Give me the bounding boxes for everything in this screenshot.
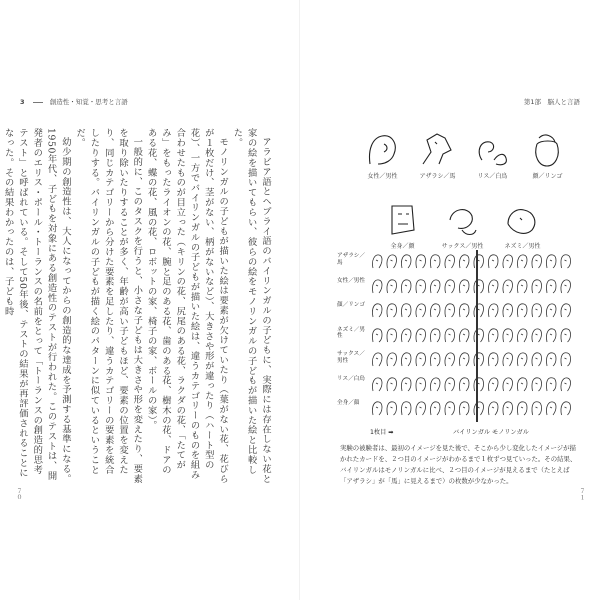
sketch-glyph <box>459 328 469 341</box>
left-header-title: 創造性・知覚・思考と言語 <box>49 98 128 106</box>
sketch-glyph <box>416 279 426 292</box>
sketch-glyph <box>445 255 455 268</box>
sketch-glyph <box>372 279 382 292</box>
sketch-glyph <box>532 402 542 415</box>
sketch-glyph <box>459 255 469 268</box>
sketch-glyph <box>445 279 455 292</box>
sketch-glyph <box>372 402 382 415</box>
bilingual-monolingual-divider <box>476 250 478 422</box>
axis-label-first: 1枚目 ➡ <box>370 429 394 436</box>
sketch-glyph <box>561 279 571 292</box>
sketch-glyph <box>488 353 498 366</box>
sketch-glyph <box>517 377 527 390</box>
sketch-glyph <box>546 279 556 292</box>
row-label: アザラシ／馬 <box>337 253 365 266</box>
sketch-glyph <box>546 402 556 415</box>
figure-label: リス／白鳥 <box>477 173 508 180</box>
transition-sketches <box>369 375 574 393</box>
sketch-glyph <box>561 304 571 317</box>
row-label: ネズミ／男性 <box>337 326 365 339</box>
sketch-glyph <box>488 328 498 341</box>
row-label: リス／白鳥 <box>337 375 365 382</box>
sketch-glyph <box>445 328 455 341</box>
transition-row <box>337 299 577 321</box>
transition-sketches <box>369 399 574 417</box>
transition-sketches <box>369 252 574 270</box>
sketch-glyph <box>488 402 498 415</box>
left-page-number: 3 <box>20 98 25 106</box>
sax-man-icon <box>442 200 484 240</box>
transition-sketches <box>369 326 574 344</box>
mouse-man-icon <box>502 200 544 240</box>
sketch-glyph <box>488 377 498 390</box>
sketch-glyph <box>459 304 469 317</box>
sketch-glyph <box>372 255 382 268</box>
sketch-glyph <box>546 377 556 390</box>
sketch-glyph <box>561 377 571 390</box>
sketch-glyph <box>372 328 382 341</box>
transition-sketches <box>369 277 574 295</box>
transition-row <box>337 250 577 272</box>
figure-cell <box>410 130 465 195</box>
sketch-glyph <box>401 255 411 268</box>
sketch-glyph <box>416 353 426 366</box>
sketch-glyph <box>488 255 498 268</box>
sketch-glyph <box>401 279 411 292</box>
paragraph: 一般的に、このタスクを行うと、小さな子どもは大きさや形を変えたり、要素を取り除いたりすることが多く、年齢が高い子どもほど、要素の位置を変えたり、同じカテゴリーから分けた要素を足したり、違うカテゴリーの要素を統合したりする。バイリンガルの子どもが描く絵のパターンに似ているということだ。 <box>74 128 143 484</box>
sketch-glyph <box>546 304 556 317</box>
figure-label: 顔／リンゴ <box>532 173 563 180</box>
sketch-glyph <box>546 255 556 268</box>
sketch-glyph <box>430 255 440 268</box>
paragraph: モノリンガルの子どもが描いた絵は要素が欠けていたり（葉がない花、花びらが１枚だけ、茎がない、柄がないなど）、大きさや形が違ったり（ハート型の花）、一方でバイリンガルの子どもが描いた絵は、違うカテゴリーのものを組み合わせたものが目立った（キリンの花、尻尾のある花、ラクダの花、「たてがみ」をもったライオンの花、腕と足のある花、歯のある花、樹木の花、ドアのある花、蝶の花、風の花、ロボットの家、椅子の家、ボールの家）。 <box>145 128 229 484</box>
row-label: 全身／顔 <box>337 400 360 406</box>
ambiguous-figures <box>355 130 575 270</box>
sketch-glyph <box>401 402 411 415</box>
sketch-glyph <box>387 279 397 292</box>
sketch-glyph <box>488 304 498 317</box>
sketch-glyph <box>372 304 382 317</box>
figure-label: サックス／男性 <box>441 243 484 250</box>
figure-caption: 実験の被験者は、最初のイメージを見た後で、そこから少し変化したイメージが描かれたカードを、２つ目のイメージがわかるまで１枚ずつ見ていった。その結果、バイリンガルはモノリンガルに比べ、２つ目のイメージが見えるまで（たとえば「アザラシ」が「馬」に見えるまで）の枚数が少なかった。 <box>340 444 577 485</box>
right-folio: ７１ <box>578 488 585 500</box>
sketch-glyph <box>517 402 527 415</box>
sketch-glyph <box>459 377 469 390</box>
axis-label-groups: バイリンガル モノリンガル <box>453 429 529 436</box>
right-page <box>300 0 600 600</box>
header-rule <box>33 102 43 103</box>
sketch-glyph <box>561 328 571 341</box>
sketch-glyph <box>401 353 411 366</box>
transition-row <box>337 324 577 346</box>
transition-sketches <box>369 301 574 319</box>
sketch-glyph <box>387 377 397 390</box>
transition-row <box>337 397 577 419</box>
left-folio: ７０ <box>15 488 22 500</box>
sketch-glyph <box>430 328 440 341</box>
sketch-glyph <box>517 353 527 366</box>
figure-label: ネズミ／男性 <box>504 243 541 250</box>
sketch-glyph <box>532 255 542 268</box>
sketch-glyph <box>503 255 513 268</box>
transition-figure-rows <box>337 250 577 425</box>
transition-sketches <box>369 350 574 368</box>
sketch-glyph <box>387 255 397 268</box>
figure-cell <box>465 130 520 195</box>
sketch-glyph <box>517 255 527 268</box>
sketch-glyph <box>532 279 542 292</box>
sketch-glyph <box>532 328 542 341</box>
sketch-glyph <box>401 377 411 390</box>
sketch-glyph <box>503 328 513 341</box>
sketch-glyph <box>372 353 382 366</box>
sketch-glyph <box>445 377 455 390</box>
sketch-glyph <box>561 402 571 415</box>
sketch-glyph <box>445 353 455 366</box>
sketch-glyph <box>430 402 440 415</box>
sketch-glyph <box>445 402 455 415</box>
sketch-glyph <box>532 377 542 390</box>
sketch-glyph <box>416 328 426 341</box>
left-body-text <box>2 128 272 484</box>
sketch-glyph <box>387 304 397 317</box>
transition-row <box>337 275 577 297</box>
figure-cell <box>355 130 410 195</box>
sketch-glyph <box>430 353 440 366</box>
sketch-glyph <box>459 353 469 366</box>
face-apple-icon <box>527 130 569 170</box>
sketch-glyph <box>445 304 455 317</box>
sketch-glyph <box>387 402 397 415</box>
sketch-glyph <box>503 402 513 415</box>
sketch-glyph <box>372 377 382 390</box>
sketch-glyph <box>430 304 440 317</box>
row-label: 女性／男性 <box>337 277 365 284</box>
sketch-glyph <box>517 328 527 341</box>
sketch-glyph <box>387 353 397 366</box>
sketch-glyph <box>532 353 542 366</box>
row-label: サックス／男性 <box>337 351 365 364</box>
sketch-glyph <box>517 304 527 317</box>
paragraph: 幼少期の創造性は、大人になってからの創造的な達成を予測する基準になる。1950年代、子どもを対象にある創造性のテストが行われた。このテストは、開発者のエリス・ポール・トーランスの名前をとって「トーランスの創造的思考テスト」と呼ばれている。そして50年後、テストの結果が再評価されることになった。その結果わかったのは、子ども時 <box>2 128 71 484</box>
seal-horse-icon <box>417 130 459 170</box>
body-face-icon <box>382 200 424 240</box>
sketch-glyph <box>416 402 426 415</box>
sketch-glyph <box>401 304 411 317</box>
left-running-header <box>20 97 128 106</box>
sketch-glyph <box>416 304 426 317</box>
sketch-glyph <box>416 377 426 390</box>
sketch-glyph <box>546 353 556 366</box>
squirrel-swan-icon <box>472 130 514 170</box>
sketch-glyph <box>503 353 513 366</box>
paragraph: アラビア語とヘブライ語のバイリンガルの子どもに、実際には存在しない花と家の絵を描いてもらい、彼らの絵をモノリンガルの子どもが描いた絵と比較した。 <box>231 128 271 484</box>
sketch-glyph <box>503 279 513 292</box>
sketch-glyph <box>387 328 397 341</box>
sketch-glyph <box>416 255 426 268</box>
sketch-glyph <box>561 255 571 268</box>
row-label: 顔／リンゴ <box>337 302 365 308</box>
sketch-glyph <box>459 402 469 415</box>
sketch-glyph <box>517 279 527 292</box>
transition-row <box>337 373 577 395</box>
sketch-glyph <box>561 353 571 366</box>
transition-row <box>337 348 577 370</box>
woman-man-face-icon <box>362 130 404 170</box>
sketch-glyph <box>430 279 440 292</box>
sketch-glyph <box>503 377 513 390</box>
sketch-glyph <box>488 279 498 292</box>
sketch-glyph <box>532 304 542 317</box>
sketch-glyph <box>503 304 513 317</box>
figure-label: 全身／顔 <box>390 243 415 250</box>
figure-cell <box>520 130 575 195</box>
sketch-glyph <box>401 328 411 341</box>
sketch-glyph <box>459 279 469 292</box>
sketch-glyph <box>430 377 440 390</box>
figure-label: 女性／男性 <box>367 173 398 180</box>
sketch-glyph <box>546 328 556 341</box>
right-running-header: 第1部 脳人と言語 <box>523 98 580 106</box>
figure-label: アザラシ／馬 <box>419 173 456 180</box>
